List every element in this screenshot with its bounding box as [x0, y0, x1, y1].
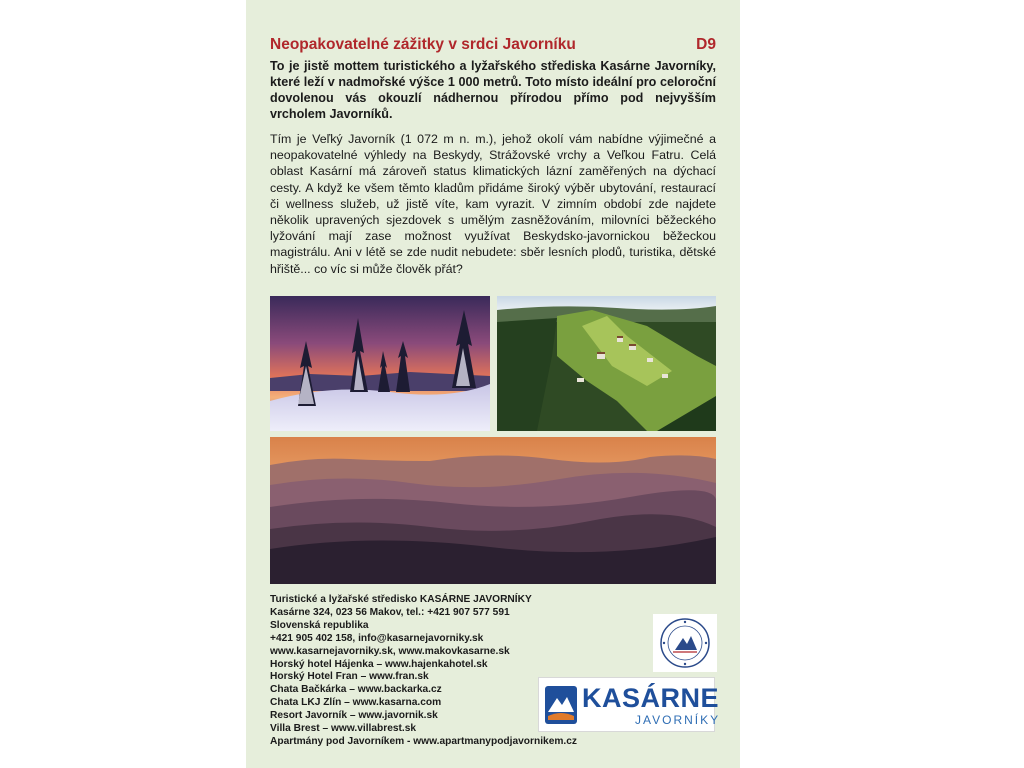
contact-line: Chata LKJ Zlín – www.kasarna.com	[270, 697, 442, 709]
contact-line: Apartmány pod Javorníkem - www.apartmanypodjavornikem.cz	[270, 735, 578, 747]
contact-line: Kasárne 324, 023 56 Makov, tel.: +421 907 577 591	[270, 606, 510, 618]
kasarne-logo	[538, 677, 721, 732]
contact-line: Horský Hotel Fran – www.fran.sk	[270, 671, 429, 683]
contact-line: +421 905 402 158, info@kasarnejavorniky.sk	[270, 632, 484, 644]
mountain-panorama-photo	[270, 437, 716, 584]
ski-club-badge	[653, 614, 717, 672]
winter-sunset-photo	[270, 296, 490, 431]
contact-line: Slovenská republika	[270, 619, 369, 631]
aerial-resort-photo	[497, 296, 716, 431]
contact-line: Horský hotel Hájenka – www.hajenkahotel.sk	[270, 658, 488, 670]
intro-paragraph: To je jistě mottem turistického a lyžařského střediska Kasárne Javorníky, které leží v nadmořské výšce 1 000 metrů. Toto místo ideální pro celoroční dovolenou vás okouzlí nádhernou přírodou přímo pod nejvyšším vrcholem Javorníků.	[270, 59, 716, 121]
contact-line: Chata Bačkárka – www.backarka.cz	[270, 684, 442, 696]
page-title	[270, 36, 716, 54]
title-text: Neopakovatelné zážitky v srdci Javorníku	[270, 36, 576, 53]
mountain-logo-icon	[545, 686, 577, 724]
ski-club-seal-icon	[653, 614, 717, 672]
contact-line: www.kasarnejavorniky.sk, www.makovkasarne.sk	[270, 645, 510, 657]
logo-sub-text: JAVORNÍKY	[635, 713, 721, 727]
logo-main-text: KASÁRNE	[582, 683, 720, 713]
contact-line: Turistické a lyžařské středisko KASÁRNE JAVORNÍKY	[270, 594, 532, 605]
contact-line: Villa Brest – www.villabrest.sk	[270, 723, 417, 735]
contact-line: Resort Javorník – www.javornik.sk	[270, 710, 438, 722]
section-code: D9	[696, 36, 716, 53]
body-paragraph: Tím je Veľký Javorník (1 072 m n. m.), jehož okolí vám nabídne výjimečné a neopakovatelné výhledy na Beskydy, Strážovské vrchy a Veľkou Fatru. Celá oblast Kasární má zároveň status klimatických lázní zaměřených na dýchací cesty. A když ke všem těmto kladům přidáme široký výběr ubytování, restaurací či wellness služeb, už jistě víte, kam vyrazit. V zimním období zde najdete několik upravených sjezdovek s umělým zasněžováním, milovníci běžeckého lyžování mají zase možnost využívat Beskydsko-javornickou běžeckou magistrálu. Ani v létě se zde nudit nebudete: sběr lesních plodů, turistika, dětské hřiště... co víc si může člověk přát?	[270, 132, 716, 276]
